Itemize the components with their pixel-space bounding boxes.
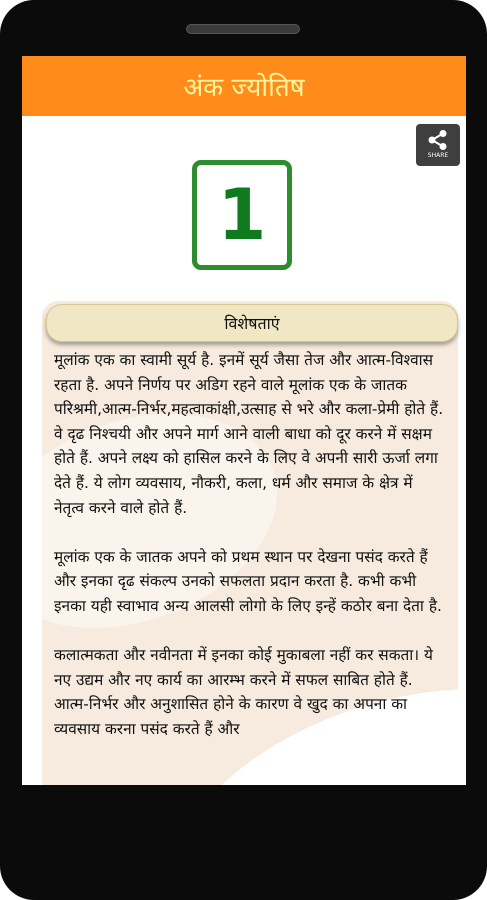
bottom-bar: [22, 785, 466, 816]
title-bar: [22, 56, 466, 116]
app-title: अंक ज्योतिष: [183, 73, 305, 103]
paragraph: कलात्मकता और नवीनता में इनका कोई मुकाबला नहीं कर सकता। ये नए उद्यम और नए कार्य का आरम्भ करने में सफल साबित होते हैं. आत्म-निर्भर और अनुशासित होने के कारण वे खुद का अपना का व्यवसाय करना पसंद करते हैं और: [54, 646, 433, 738]
phone-speaker: [186, 24, 300, 34]
number-value: 1: [217, 174, 267, 256]
description-text: [54, 348, 446, 766]
share-icon: [427, 129, 449, 151]
section-heading: [46, 304, 458, 342]
paragraph: मूलांक एक का स्वामी सूर्य है. इनमें सूर्य जैसा तेज और आत्म-विश्वास रहता है. अपने निर्णय पर अडिग रहने वाले मूलांक एक के जातक परिश्रमी,आत्म-निर्भर,महत्वाकांक्षी,उत्साह से भरे और कला-प्रेमी होते हैं. वे दृढ निश्चयी और अपने मार्ग आने वाली बाधा को दूर करने में सक्षम होते हैं. अपने लक्ष्य को हासिल करने के लिए वे अपनी सारी ऊर्जा लगा देते हैं. ये लोग व्यवसाय, नौकरी, कला, धर्म और समाज के क्षेत्र में नेतृत्व करने वाले होते हैं.: [54, 351, 444, 517]
paragraph: मूलांक एक के जातक अपने को प्रथम स्थान पर देखना पसंद करते हैं और इनका दृढ संकल्प उनको सफलता प्रदान करता है. कभी कभी इनका यही स्वाभाव अन्य आलसी लोगो के लिए इन्हें कठोर बना देता है.: [54, 547, 442, 615]
section-heading-label: विशेषताएं: [224, 314, 280, 333]
share-label: SHARE: [427, 152, 449, 159]
share-button[interactable]: [416, 124, 460, 166]
number-tile: [192, 160, 292, 270]
app-screen: [22, 56, 466, 816]
